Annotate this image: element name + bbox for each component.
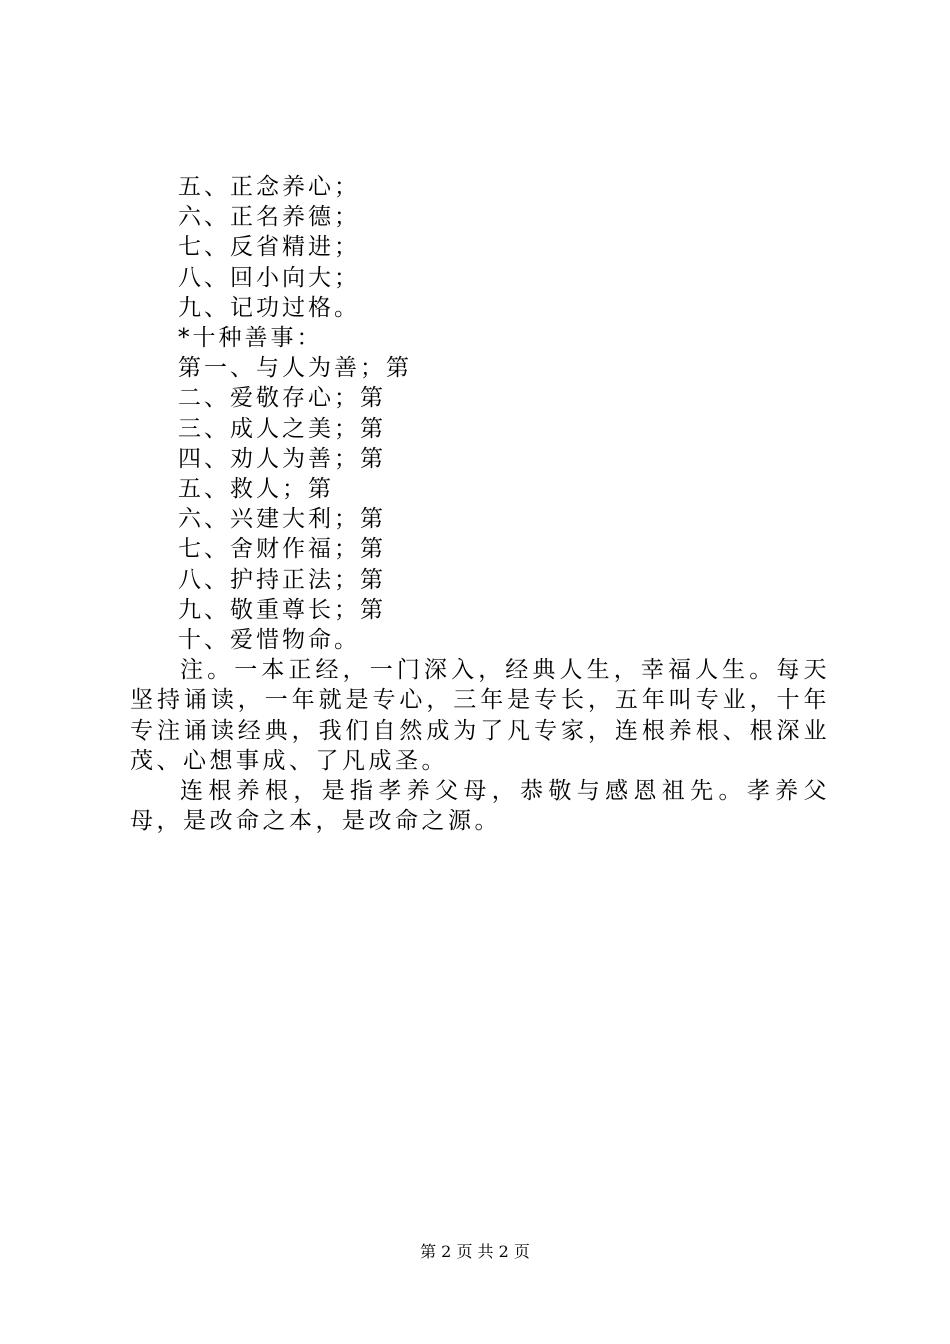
document-body bbox=[130, 172, 830, 836]
page-footer: 第 2 页 共 2 页 bbox=[420, 1242, 530, 1261]
list-item: 五、救人；第 bbox=[178, 476, 334, 503]
list-item: 三、成人之美；第 bbox=[178, 415, 386, 442]
body-paragraph: 连根养根，是指孝养父母，恭敬与感恩祖先。孝养父母，是改命之本，是改命之源。 bbox=[130, 778, 830, 835]
list-item: 九、记功过格。 bbox=[178, 294, 360, 321]
list-item: 八、回小向大； bbox=[178, 264, 360, 291]
list-item: 八、护持正法；第 bbox=[178, 566, 386, 593]
list-item: 七、反省精进； bbox=[178, 234, 360, 261]
note-paragraph: 注。一本正经，一门深入，经典人生，幸福人生。每天坚持诵读，一年就是专心，三年是专长，五年叫专业，十年专注诵读经典，我们自然成为了凡专家，连根养根、根深业茂、心想事成、了凡成圣。 bbox=[130, 657, 830, 774]
list-item: 四、劝人为善；第 bbox=[178, 445, 386, 472]
list-item: 六、正名养德； bbox=[178, 204, 360, 231]
list-item: 二、爱敬存心；第 bbox=[178, 385, 386, 412]
list-item: 七、舍财作福；第 bbox=[178, 536, 386, 563]
list-item: 六、兴建大利；第 bbox=[178, 506, 386, 533]
list-item: 五、正念养心； bbox=[178, 174, 360, 200]
list-item: 十、爱惜物命。 bbox=[178, 627, 360, 654]
list-item: 第一、与人为善；第 bbox=[178, 355, 412, 382]
section-heading: *十种善事： bbox=[178, 325, 323, 352]
list-item: 九、敬重尊长；第 bbox=[178, 596, 386, 623]
